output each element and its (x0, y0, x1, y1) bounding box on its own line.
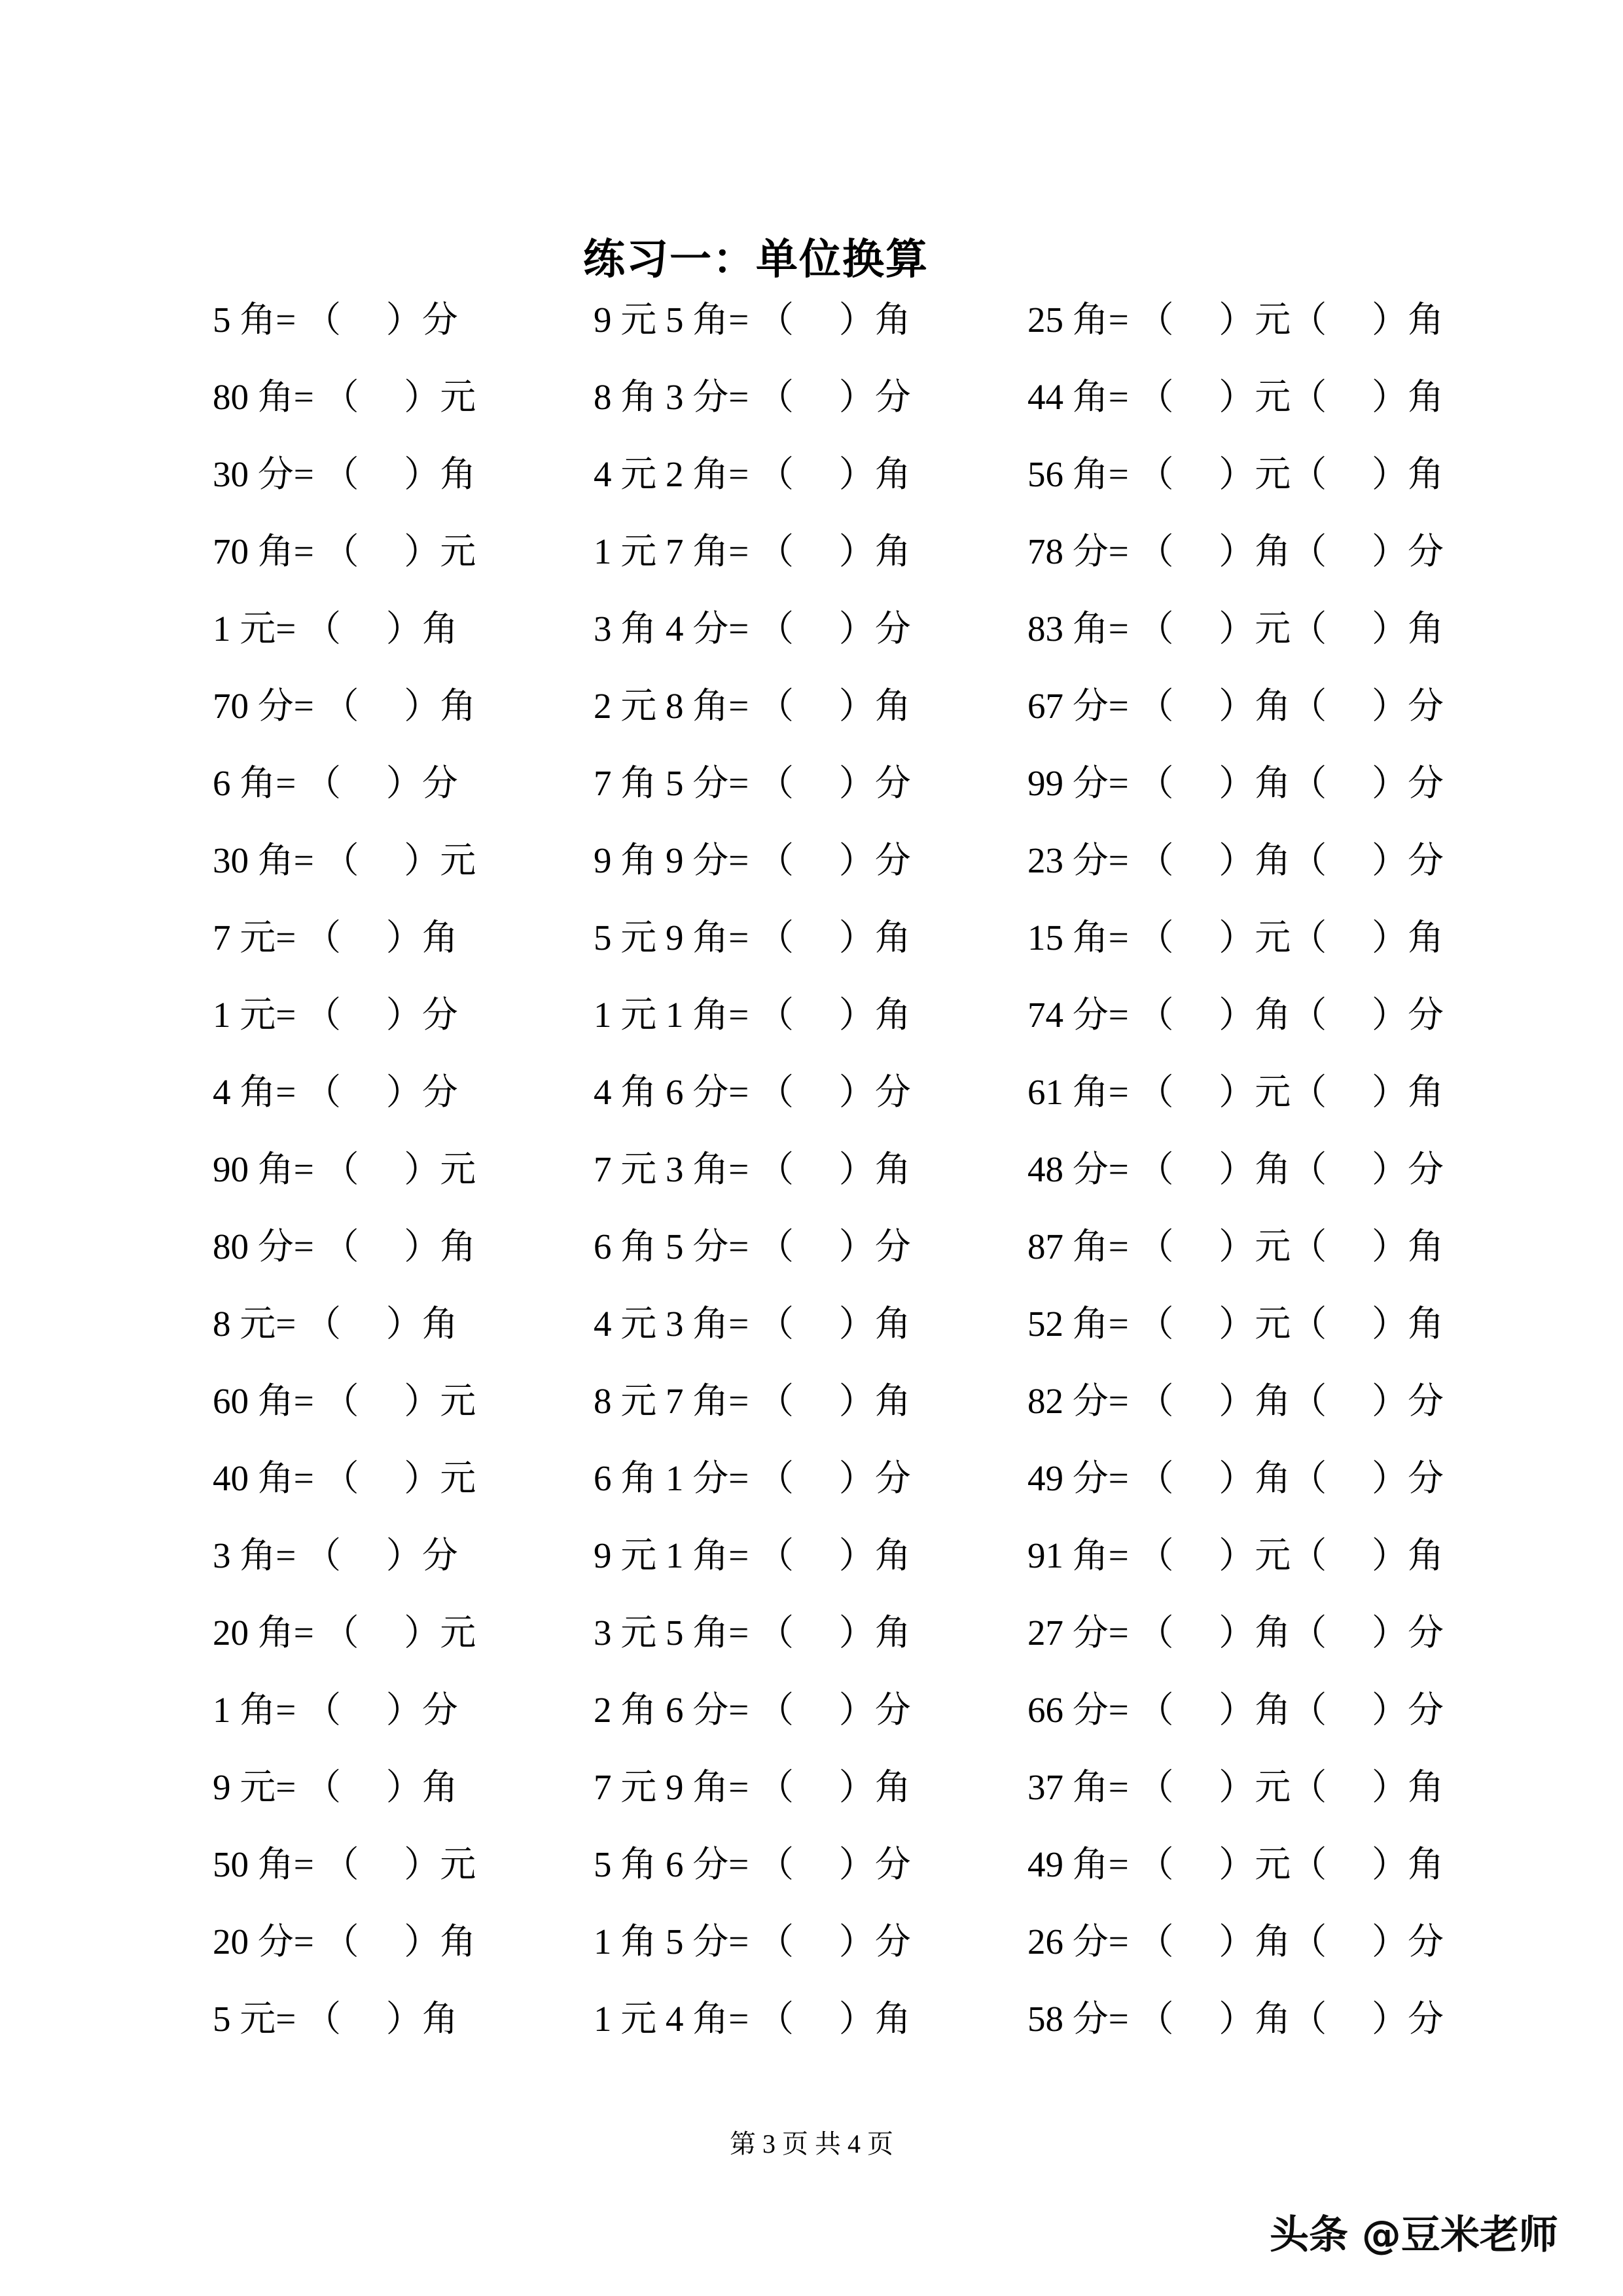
problem-row: 87 角= （ ）元（ ）角 (1027, 1227, 1444, 1266)
problem-row: 7 元 9 角= （ ）角 (594, 1767, 911, 1807)
problem-row: 48 分= （ ）角（ ）分 (1027, 1149, 1444, 1189)
problem-row: 60 角= （ ）元 (213, 1381, 476, 1421)
problem-row: 4 角 6 分= （ ）分 (594, 1072, 911, 1112)
problem-row: 3 角= （ ）分 (213, 1535, 458, 1575)
problem-row: 44 角= （ ）元（ ）角 (1027, 377, 1444, 417)
problem-row: 9 元 5 角= （ ）角 (594, 300, 911, 340)
problem-row: 2 元 8 角= （ ）角 (594, 686, 911, 726)
problem-row: 49 角= （ ）元（ ）角 (1027, 1844, 1444, 1884)
problem-row: 5 元 9 角= （ ）角 (594, 918, 911, 958)
problem-row: 66 分= （ ）角（ ）分 (1027, 1690, 1444, 1730)
problem-row: 5 角 6 分= （ ）分 (594, 1844, 911, 1884)
problem-row: 30 角= （ ）元 (213, 840, 476, 880)
problem-row: 9 角 9 分= （ ）分 (594, 840, 911, 880)
problem-row: 82 分= （ ）角（ ）分 (1027, 1381, 1444, 1421)
problem-row: 4 元 2 角= （ ）角 (594, 454, 911, 494)
problems-column-2 (594, 281, 911, 2058)
problem-row: 58 分= （ ）角（ ）分 (1027, 1999, 1444, 2039)
problem-row: 7 元= （ ）角 (213, 918, 458, 958)
problem-row: 26 分= （ ）角（ ）分 (1027, 1922, 1444, 1962)
problem-row: 78 分= （ ）角（ ）分 (1027, 531, 1444, 571)
problem-row: 37 角= （ ）元（ ）角 (1027, 1767, 1444, 1807)
problem-row: 74 分= （ ）角（ ）分 (1027, 995, 1444, 1035)
problems-column-3 (1027, 281, 1444, 2058)
problem-row: 1 元= （ ）分 (213, 995, 458, 1035)
problem-row: 56 角= （ ）元（ ）角 (1027, 454, 1444, 494)
problem-row: 61 角= （ ）元（ ）角 (1027, 1072, 1444, 1112)
problem-row: 50 角= （ ）元 (213, 1844, 476, 1884)
problem-row: 2 角 6 分= （ ）分 (594, 1690, 911, 1730)
problem-row: 3 角 4 分= （ ）分 (594, 609, 911, 649)
problem-row: 8 元 7 角= （ ）角 (594, 1381, 911, 1421)
problem-row: 70 角= （ ）元 (213, 531, 476, 571)
problem-row: 9 元= （ ）角 (213, 1767, 458, 1807)
problem-row: 40 角= （ ）元 (213, 1458, 476, 1498)
problem-row: 1 角 5 分= （ ）分 (594, 1922, 911, 1962)
problems-column-1 (213, 281, 476, 2058)
problem-row: 83 角= （ ）元（ ）角 (1027, 609, 1444, 649)
problem-row: 6 角= （ ）分 (213, 763, 458, 803)
problem-row: 8 角 3 分= （ ）分 (594, 377, 911, 417)
problem-row: 6 角 5 分= （ ）分 (594, 1227, 911, 1266)
problem-row: 7 角 5 分= （ ）分 (594, 763, 911, 803)
problem-row: 90 角= （ ）元 (213, 1149, 476, 1189)
problem-row: 91 角= （ ）元（ ）角 (1027, 1535, 1444, 1575)
problem-row: 8 元= （ ）角 (213, 1304, 458, 1344)
problem-row: 1 元 7 角= （ ）角 (594, 531, 911, 571)
problem-row: 4 角= （ ）分 (213, 1072, 458, 1112)
problem-row: 9 元 1 角= （ ）角 (594, 1535, 911, 1575)
problem-row: 7 元 3 角= （ ）角 (594, 1149, 911, 1189)
problem-row: 70 分= （ ）角 (213, 686, 476, 726)
problem-row: 5 元= （ ）角 (213, 1999, 458, 2039)
watermark: 头条 @豆米老师 (1270, 2212, 1558, 2258)
problem-row: 27 分= （ ）角（ ）分 (1027, 1613, 1444, 1653)
problem-row: 52 角= （ ）元（ ）角 (1027, 1304, 1444, 1344)
problem-row: 1 元= （ ）角 (213, 609, 458, 649)
problem-row: 99 分= （ ）角（ ）分 (1027, 763, 1444, 803)
problem-row: 1 角= （ ）分 (213, 1690, 458, 1730)
problem-row: 49 分= （ ）角（ ）分 (1027, 1458, 1444, 1498)
problem-row: 80 角= （ ）元 (213, 377, 476, 417)
problem-row: 23 分= （ ）角（ ）分 (1027, 840, 1444, 880)
problem-row: 3 元 5 角= （ ）角 (594, 1613, 911, 1653)
problem-row: 80 分= （ ）角 (213, 1227, 476, 1266)
problem-row: 67 分= （ ）角（ ）分 (1027, 686, 1444, 726)
problem-row: 20 角= （ ）元 (213, 1613, 476, 1653)
page-footer: 第 3 页 共 4 页 (730, 2129, 893, 2159)
problem-row: 25 角= （ ）元（ ）角 (1027, 300, 1444, 340)
problem-row: 6 角 1 分= （ ）分 (594, 1458, 911, 1498)
problem-row: 30 分= （ ）角 (213, 454, 476, 494)
page-title: 练习一：单位换算 (583, 235, 929, 284)
problem-row: 1 元 4 角= （ ）角 (594, 1999, 911, 2039)
problem-row: 1 元 1 角= （ ）角 (594, 995, 911, 1035)
problem-row: 4 元 3 角= （ ）角 (594, 1304, 911, 1344)
problem-row: 20 分= （ ）角 (213, 1922, 476, 1962)
problem-row: 15 角= （ ）元（ ）角 (1027, 918, 1444, 958)
problem-row: 5 角= （ ）分 (213, 300, 458, 340)
